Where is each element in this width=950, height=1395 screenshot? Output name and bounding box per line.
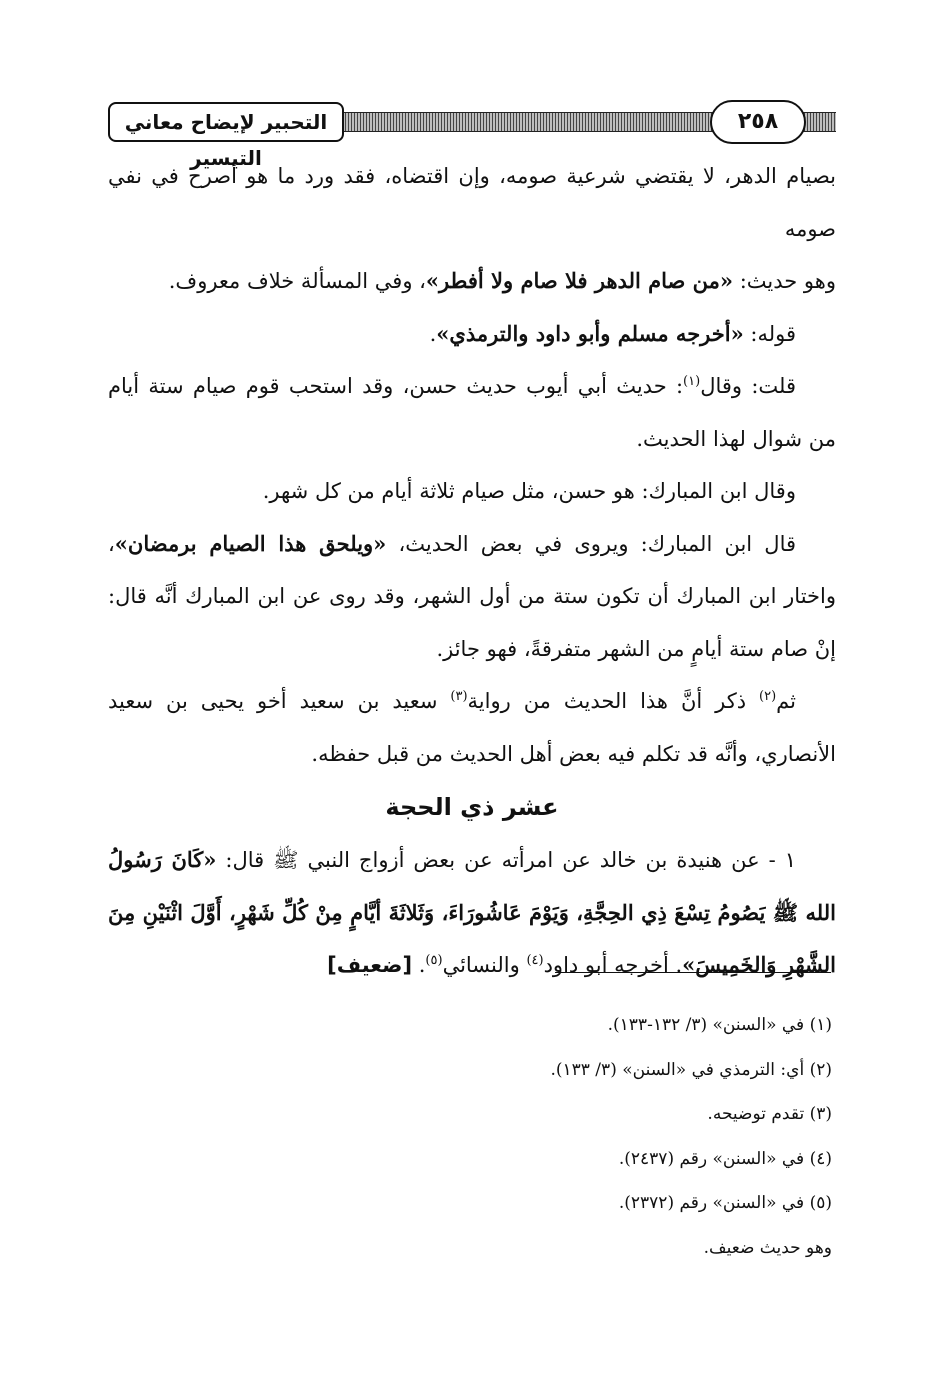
paragraph: [108, 360, 836, 465]
footnote-ref[interactable]: (٥): [425, 953, 443, 968]
paragraph-text: وقال ابن المبارك: هو حسن، مثل صيام ثلاثة أيام من كل شهر.: [262, 479, 796, 503]
section-heading: عشر ذي الحجة: [385, 793, 559, 821]
paragraph: [108, 465, 836, 518]
footnotes: [108, 1003, 832, 1271]
quoted-text: «أخرجه مسلم وأبو داود والترمذي»: [436, 320, 744, 346]
paragraph: [108, 518, 836, 676]
paragraph-text: ذكر أنَّ هذا الحديث من رواية: [467, 689, 760, 713]
paragraph-text: وهو حديث:: [733, 269, 836, 293]
page-header: [108, 98, 836, 170]
footnote-ref[interactable]: (٣): [450, 689, 468, 704]
paragraph-text: .: [429, 321, 437, 346]
footnote: (١) في «السنن» (٣/ ١٣٢-١٣٣).: [607, 1015, 832, 1035]
hadith-intro: ١ - عن هنيدة بن خالد عن امرأته عن بعض أزواج النبي ﷺ قال:: [216, 848, 796, 872]
paragraph: [108, 255, 836, 308]
hadith-text: «كَانَ رَسُولُ الله ﷺ يَصُومُ تِسْعَ ذِي الحِجَّةِ، وَيَوْمَ عَاشُورَاءَ، وَثَلاثَةَ أيَّامٍ مِنْ كُلِّ شَهْرٍ، أَوَّلَ اثْنَيْنِ مِنَ الشَّهْرِ وَالخَمِيسَ»: [108, 847, 836, 977]
paragraph: [108, 675, 836, 780]
paragraph-text: قوله:: [743, 321, 796, 346]
main-text: [108, 150, 836, 992]
paragraph-text: . أخرجه أبو داود: [543, 953, 683, 977]
footnote-separator: [555, 972, 831, 973]
paragraph-text: قلت: وقال: [700, 374, 796, 398]
paragraph: [108, 308, 836, 361]
paragraph-text: .: [412, 953, 426, 977]
quoted-hadith: «ويلحق هذا الصيام برمضان»: [114, 530, 387, 556]
paragraph-text: سعيد بن سعيد أخو يحيى بن سعيد الأنصاري، وأنَّه قد تكلم فيه بعض أهل الحديث من قبل حفظه.: [108, 689, 836, 766]
hadith-paragraph: [108, 834, 836, 992]
paragraph-text: قال ابن المبارك: ويروى في بعض الحديث،: [386, 531, 797, 556]
quoted-hadith: «من صام الدهر فلا صام ولا أفطر»: [425, 268, 734, 293]
book-title: التحبير لإيضاح معاني التيسير: [108, 102, 344, 142]
paragraph-text: ثم: [776, 689, 796, 713]
footnote: وهو حديث ضعيف.: [703, 1237, 832, 1258]
footnote: (٤) في «السنن» رقم (٢٤٣٧).: [618, 1148, 832, 1169]
footnote: (٥) في «السنن» رقم (٢٣٧٢).: [618, 1193, 832, 1214]
footnote: (٢) أي: الترمذي في «السنن» (٣/ ١٣٣).: [550, 1059, 832, 1080]
page-number: ٢٥٨: [710, 100, 806, 144]
paragraph-text: بصيام الدهر، لا يقتضي شرعية صومه، وإن اقتضاه، فقد ورد ما هو أصرح في نفي صومه: [108, 164, 836, 241]
paragraph-text: : حديث أبي أيوب حديث حسن، وقد استحب قوم صيام ستة أيام من شوال لهذا الحديث.: [108, 374, 836, 451]
paragraph: [108, 150, 836, 255]
footnote-ref[interactable]: (٢): [759, 689, 777, 704]
hadith-grade: [ضعيف]: [327, 953, 413, 977]
paragraph-text: ، وفي المسألة خلاف معروف.: [168, 269, 426, 293]
paragraph-text: والنسائي: [442, 953, 527, 977]
footnote-ref[interactable]: (٤): [526, 953, 544, 968]
footnote: (٣) تقدم توضيحه.: [707, 1104, 832, 1125]
paragraph-text: ، واختار ابن المبارك أن تكون ستة من أول الشهر، وقد روى عن ابن المبارك أنَّه قال: إنْ صام ستة أيامٍ من الشهر متفرقةً، فهو جائز.: [108, 531, 836, 661]
footnote-ref[interactable]: (١): [683, 374, 701, 389]
